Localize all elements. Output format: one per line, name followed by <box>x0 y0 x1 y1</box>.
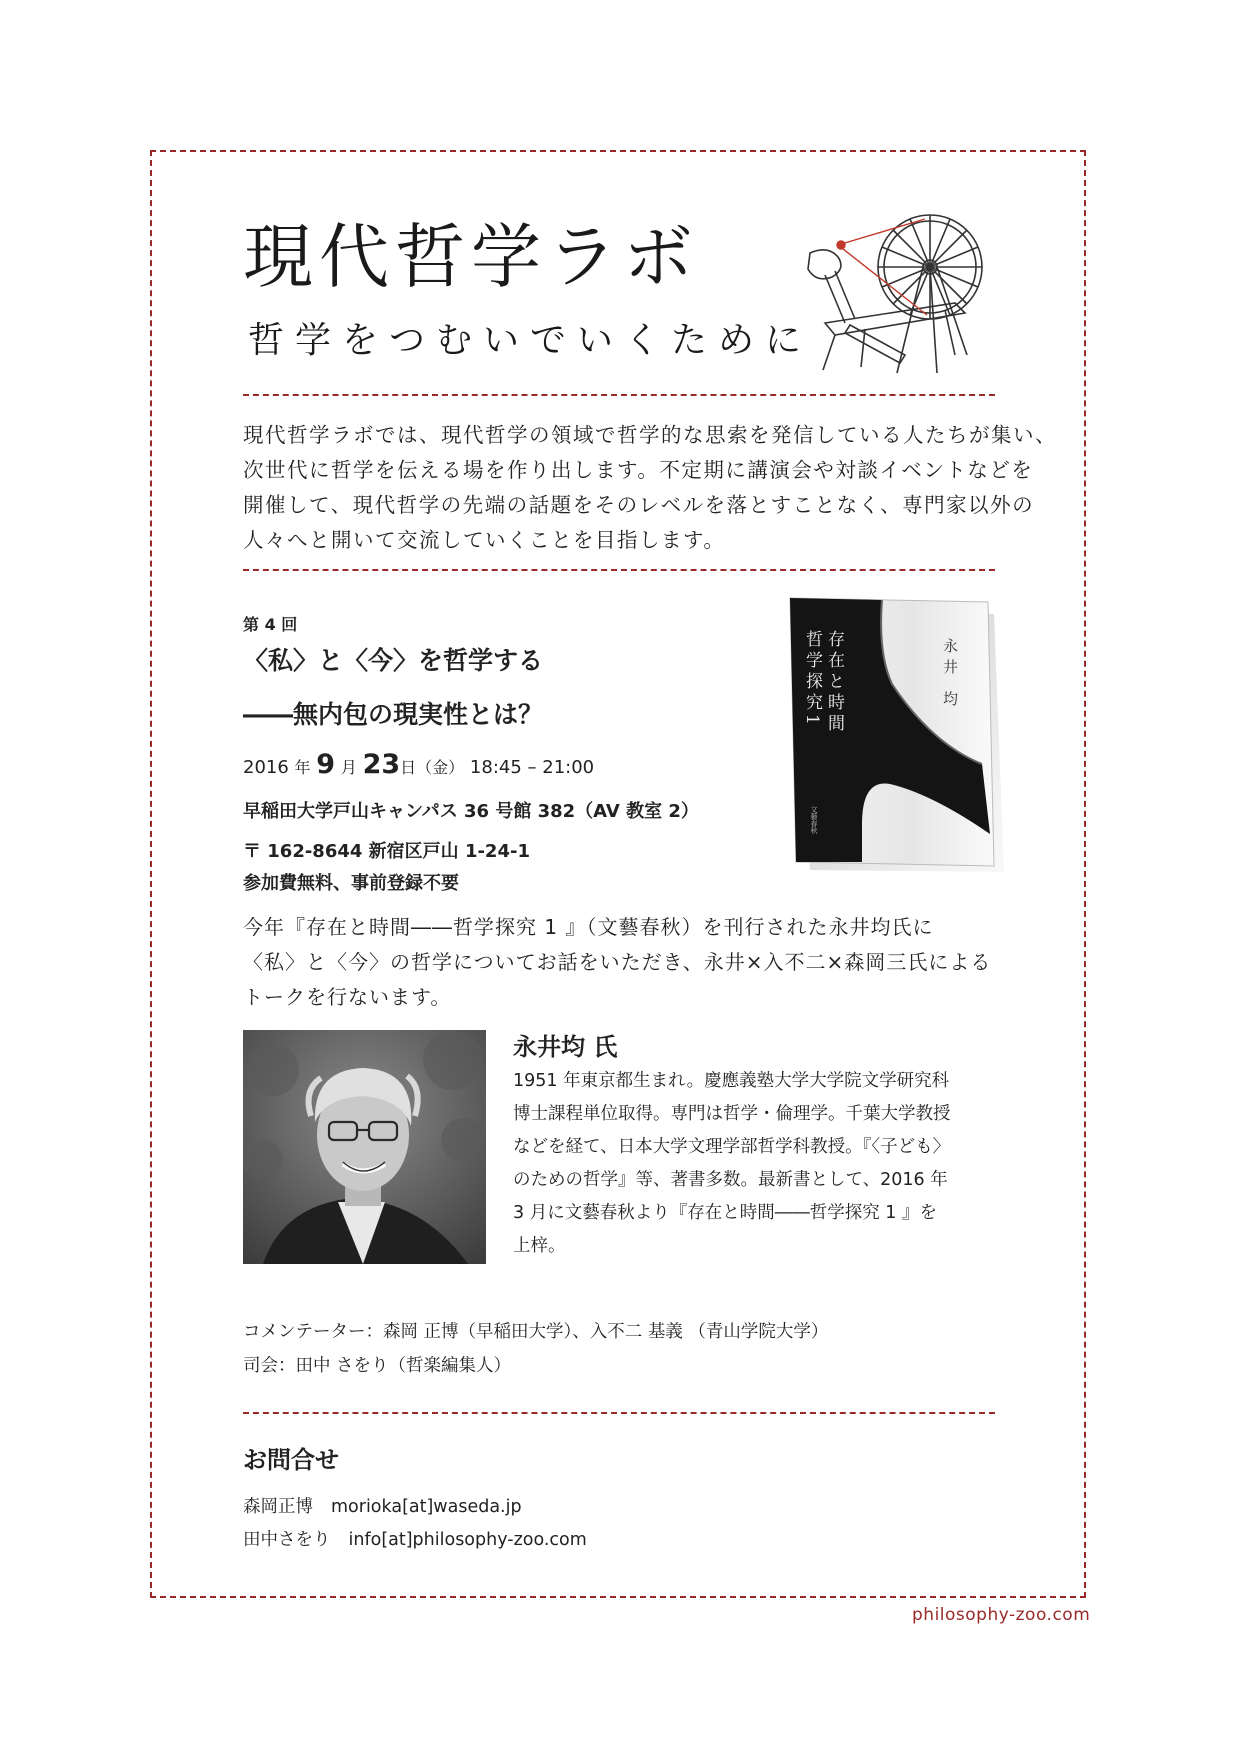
book-subtitle-vertical: 哲学探究1 <box>802 630 822 729</box>
event-fee: 参加費無料、事前登録不要 <box>243 873 459 894</box>
intro-paragraph: 現代哲学ラボでは、現代哲学の領域で哲学的な思索を発信している人たちが集い、 次世代に哲学を伝える場を作り出します。不定期に講演会や対談イベントなどを 開催して、現代哲学の先端の話題をそのレベルを落とすことなく、専門家以外の 人々へと開いて交流していくことを目指します。 <box>243 423 1057 552</box>
book-title-vertical: 存在と時間 <box>824 630 844 735</box>
moderator: 司会：田中 さをり（哲楽編集人） <box>243 1356 512 1376</box>
spinning-wheel-icon <box>805 205 1000 380</box>
book-publisher-vertical: 文藝春秋 <box>810 806 818 834</box>
contact-email[interactable]: morioka[at]waseda.jp <box>331 1497 522 1517</box>
session-number: 第 4 回 <box>243 615 298 634</box>
page-title: 現代哲学ラボ <box>243 216 699 298</box>
event-address: 〒 162-8644 新宿区戸山 1-24-1 <box>243 841 530 862</box>
divider <box>243 1412 995 1414</box>
event-title: 〈私〉と〈今〉を哲学する <box>243 646 544 675</box>
commentators: コメンテーター：森岡 正博（早稲田大学）、入不二 基義 （青山学院大学） <box>243 1322 829 1342</box>
event-date: 2016 年 9 月 23日（金） 18:45 – 21:00 <box>243 749 595 780</box>
contact-name: 森岡正博 <box>243 1497 313 1517</box>
divider <box>243 394 995 396</box>
speaker-photo <box>243 1030 486 1264</box>
page-subtitle: 哲学をつむいでいくために <box>248 320 813 361</box>
contact-email[interactable]: info[at]philosophy-zoo.com <box>348 1530 587 1550</box>
contact-row <box>243 1493 522 1518</box>
speaker-name: 永井均 氏 <box>513 1033 618 1061</box>
event-description: 今年『存在と時間――哲学探究 1 』（文藝春秋）を刊行された永井均氏に 〈私〉と〈今〉の哲学についてお話をいただき、永井×入不二×森岡三氏による トークを行ないます。 <box>243 915 992 1009</box>
website-link[interactable]: philosophy-zoo.com <box>912 1605 1091 1625</box>
contact-heading: お問合せ <box>243 1446 339 1474</box>
divider <box>243 569 995 571</box>
book-cover-image <box>782 594 1012 884</box>
contact-row <box>243 1526 587 1551</box>
event-venue: 早稲田大学戸山キャンパス 36 号館 382（AV 教室 2） <box>243 801 699 822</box>
event-subtitle: ――無内包の現実性とは？ <box>243 700 544 729</box>
contact-name: 田中さをり <box>243 1530 331 1550</box>
speaker-bio: 1951 年東京都生まれ。慶應義塾大学大学院文学研究科 博士課程単位取得。専門は哲学・倫理学。千葉大学教授 などを経て、日本大学文理学部哲学科教授。『〈子ども〉 のための哲学』等、著書多数。最新書として、2016 年 3 月に文藝春秋より『存在と時間――哲学探究 1 』を 上梓。 <box>513 1071 951 1256</box>
book-author-vertical: 永井 均 <box>941 638 959 712</box>
